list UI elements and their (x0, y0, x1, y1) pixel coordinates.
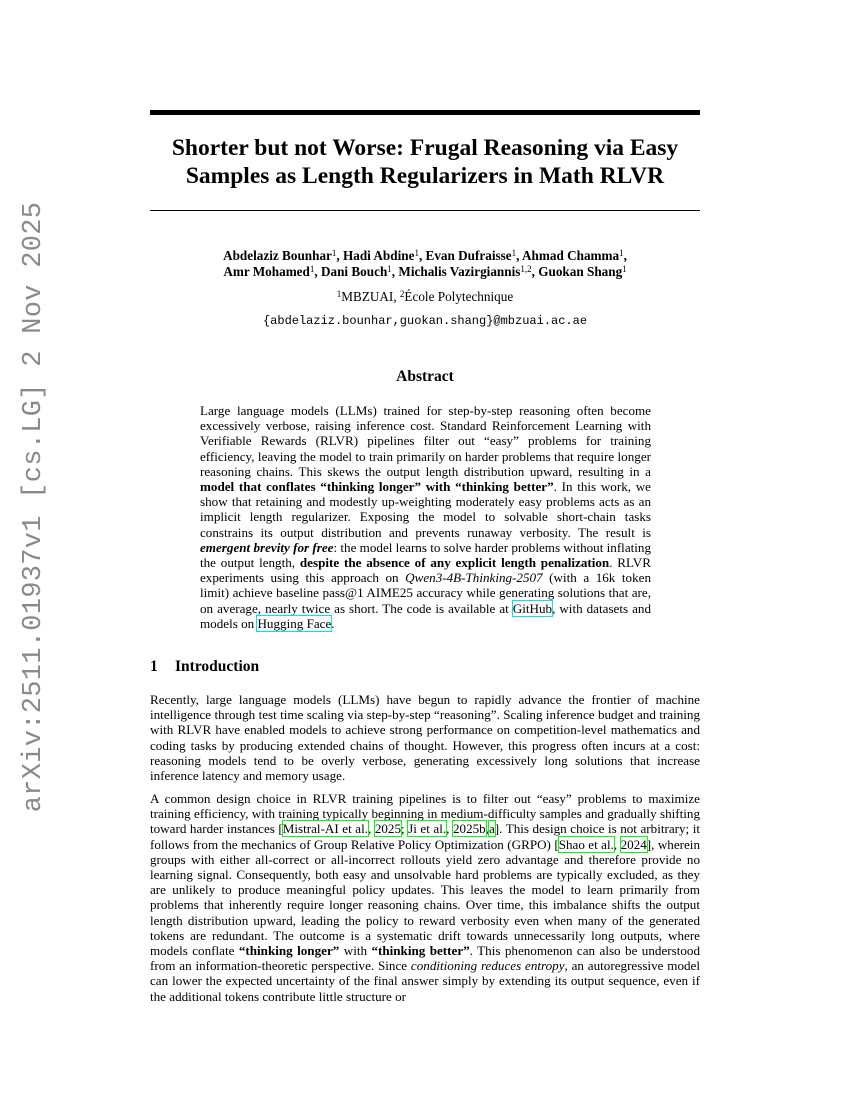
title-line-1: Shorter but not Worse: Frugal Reasoning via Easy (171, 135, 679, 161)
author-name: Abdelaziz Bounhar (223, 248, 332, 263)
paper-title (150, 134, 700, 190)
affiliation-mbzuai: MBZUAI (341, 289, 394, 304)
arxiv-side-stamp (14, 201, 54, 813)
citation-link[interactable]: 2025b (452, 821, 486, 837)
abstract-heading: Abstract (396, 368, 454, 385)
citation-link[interactable]: 2024 (620, 836, 647, 852)
affiliations: $^1$MBZUAI, $^2$École Polytechnique (336, 289, 514, 304)
author-affiliation-mark: 1 (331, 248, 337, 258)
author-affiliation-mark: 1 (414, 248, 419, 258)
author-affiliation-mark: 1 (387, 264, 392, 274)
author-affiliation-mark: 1 (619, 248, 624, 258)
title-line-2: Samples as Length Regularizers in Math RLVR (185, 163, 665, 189)
citation-link[interactable]: Mistral-AI et al. (282, 821, 368, 837)
intro-italic-phrase: conditioning reduces entropy (410, 958, 565, 974)
author-affiliation-mark: 1 (622, 264, 627, 274)
intro-paragraph-1: Recently, large language models (LLMs) have begun to rapidly advance the frontier of machine intelligence through test time scaling via step-by-step “reasoning”. Scaling inference budget and training with RLVR have enabled models to achieve strong performance on competition-level mathematics and coding tasks by producing extended chains of thought. However, this progress often incurs at a cost: reasoning models tend to be overly verbose, generating excessively long solutions that increase inference latency and memory usage. (150, 692, 700, 784)
abstract-body: Large language models (LLMs) trained for step-by-step reasoning often become excessively verbose, raising inference cost. Standard Reinforcement Learning with Verifiable Rewards (RLVR) pipelines filter out “easy” problems for training efficiency, leaving the model to train primarily on harder problems that require longer reasoning chains. This skews the output length distribution upward, resulting in a model that conflates “thinking longer” with “thinking better”. In this work, we show that retaining and modestly up-weighting moderately easy problems acts as an implicit length regularizer. Exposing the model to solvable short-chain tasks constrains its output distribution and prevents runaway verbosity. The result is emergent brevity for free: the model learns to solve harder problems without inflating the output length, despite the absence of any explicit length penalization. RLVR experiments using this approach on Qwen3-4B-Thinking-2507 (with a 16k token limit) achieve baseline pass@1 AIME25 accuracy while generating solutions that are, on average, nearly twice as short. The code is available at GitHub, with datasets and models on Hugging Face. (200, 403, 652, 631)
author-name: Hadi Abdine (342, 248, 415, 263)
affiliation-polytechnique: École Polytechnique (404, 289, 514, 304)
arxiv-identifier: arXiv:2511.01937v1 [cs.LG] 2 Nov 2025 (19, 201, 49, 813)
author-list: Abdelaziz Bounhar$^1$, Hadi Abdine$^1$, Evan Dufraisse$^1$, Ahmad Chamma$^1$, Amr Mohamed$^1$, Dani Bouch$^1$, Michalis Vazirgiannis$^{1,2}$, Guokan Shang$^1$ (223, 248, 627, 279)
author-name: Dani Bouch (320, 264, 388, 279)
intro-emphasis: “thinking longer” (238, 943, 340, 959)
github-link[interactable]: GitHub (512, 600, 553, 616)
title-bottom-rule (150, 210, 700, 211)
model-name: Qwen3-4B-Thinking-2507 (405, 570, 543, 586)
author-affiliation-mark: 1,2 (520, 264, 532, 274)
abstract-emphasis: model that conflates “thinking longer” with “thinking better” (200, 479, 554, 495)
intro-paragraph-2: A common design choice in RLVR training pipelines is to filter out “easy” problems to maximize training efficiency, with training typically beginning in medium-difficulty samples and gradually shifting toward harder instances [Mistral-AI et al., 2025; Ji et al., 2025b,a]. This design choice is not arbitrary; it follows from the mechanics of Group Relative Policy Optimization (GRPO) [Shao et al., 2024], wherein groups with either all-correct or all-incorrect rollouts yield zero advantage and therefore provide no learning signal. Consequently, both easy and unsolvable hard problems are typically excluded, as they are unlikely to produce meaningful policy updates. This leaves the model to learn primarily from problems that inherently require longer reasoning chains. Over time, this imbalance shifts the output length distribution upward, leading the policy to reward verbosity even when many of the generated tokens are redundant. The outcome is a systematic drift towards unnecessarily long outputs, where models conflate “thinking longer” with “thinking better”. This phenomenon can also be understood from an information-theoretic perspective. Since conditioning reduces entropy, an autoregressive model can lower the expected uncertainty of the final answer simply by extending its output sequence, even if the additional tokens contribute little structure or (150, 791, 700, 1004)
author-affiliation-mark: 1 (309, 264, 315, 274)
author-name: Ahmad Chamma (522, 248, 620, 263)
author-name: Amr Mohamed (223, 264, 310, 279)
title-top-rule (150, 110, 700, 115)
hugging-face-link[interactable]: Hugging Face (257, 615, 332, 631)
citation-link[interactable]: Ji et al. (408, 821, 447, 837)
contact-email: {abdelaziz.bounhar,guokan.shang}@mbzuai.ac.ae (262, 314, 588, 328)
citation-link[interactable]: Shao et al. (558, 836, 614, 852)
author-name: Evan Dufraisse (425, 248, 512, 263)
author-name: Michalis Vazirgiannis (398, 264, 521, 279)
section-number: 1 (150, 658, 158, 675)
intro-emphasis: “thinking better” (371, 943, 470, 959)
author-name: Guokan Shang (538, 264, 623, 279)
author-affiliation-mark: 1 (511, 248, 517, 258)
citation-link[interactable]: a (488, 821, 495, 837)
citation-link[interactable]: 2025 (374, 821, 401, 837)
section-heading-introduction (150, 658, 259, 676)
abstract-emphasis: despite the absence of any explicit length penalization (299, 555, 610, 571)
section-title: Introduction (175, 658, 260, 675)
abstract-emphasis: emergent brevity for free (200, 539, 334, 555)
